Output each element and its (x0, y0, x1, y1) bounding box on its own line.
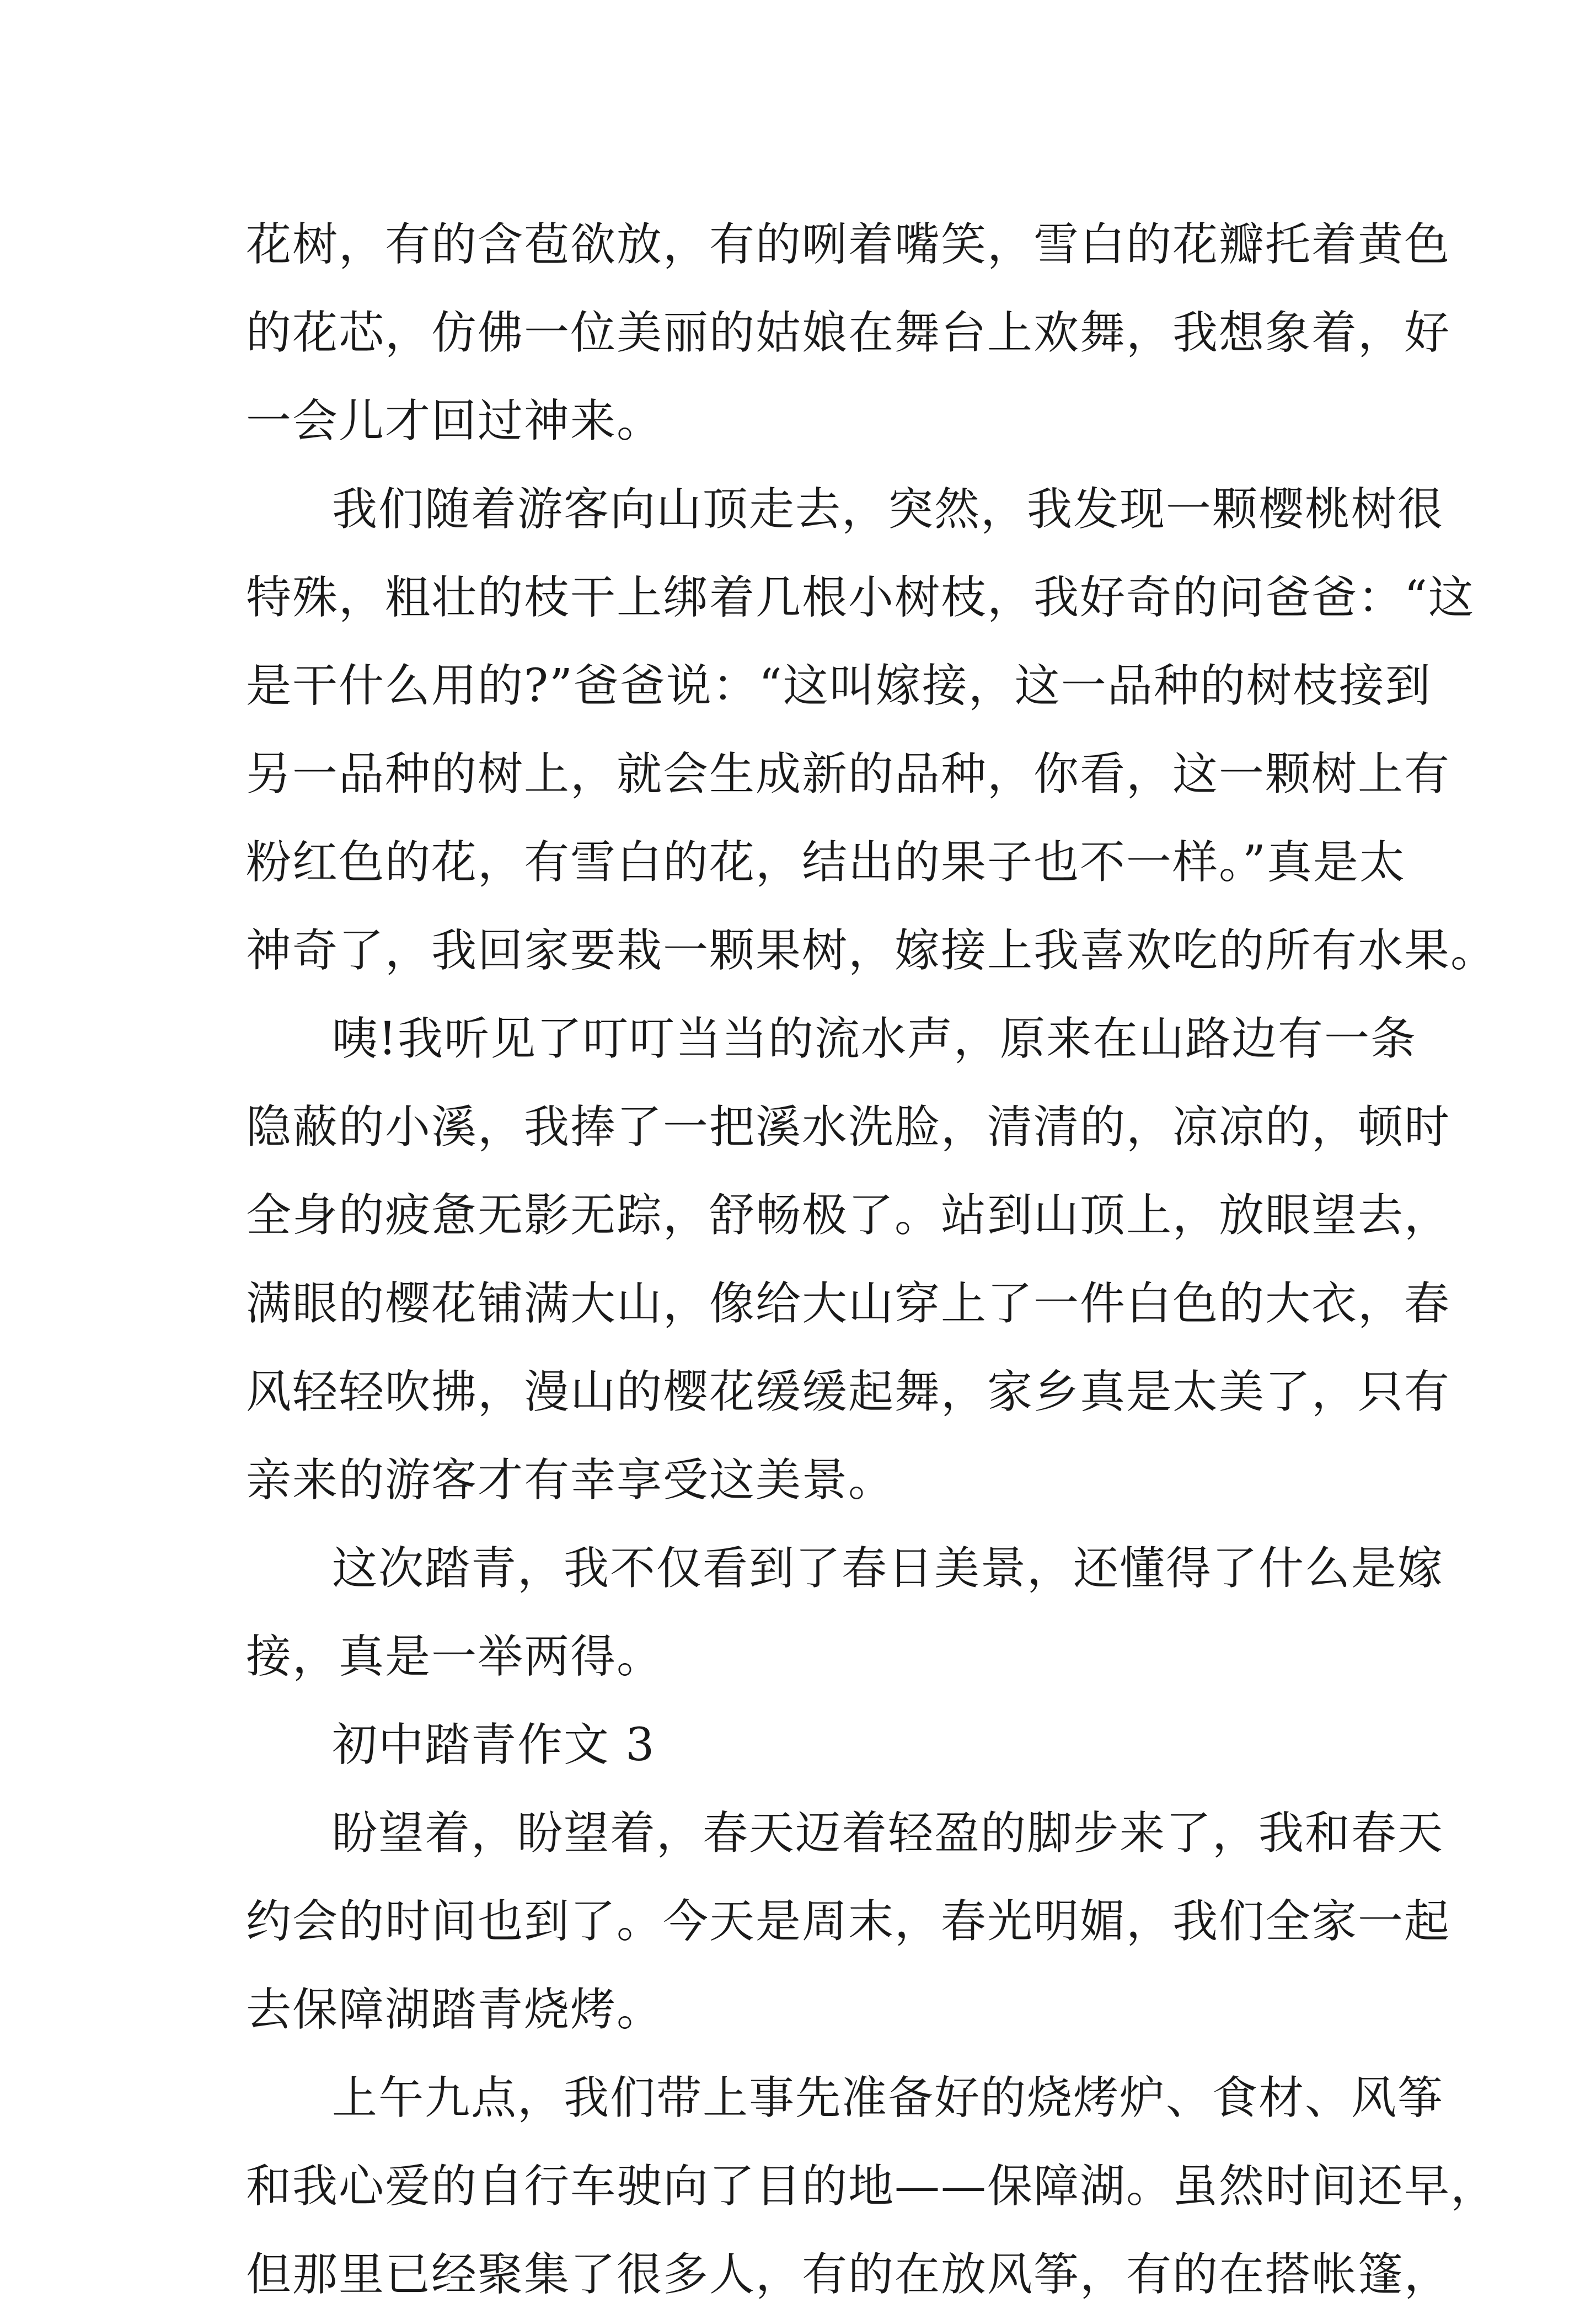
text-line: 我们随着游客向山顶走去，突然，我发现一颗樱桃树很 (332, 483, 1444, 536)
text-line: 约会的时间也到了。今天是周末，春光明媚，我们全家一起 (246, 1895, 1451, 1948)
section-heading: 初中踏青作文 3 (332, 1719, 656, 1771)
text-line: 隐蔽的小溪，我捧了一把溪水洗脸，清清的，凉凉的，顿时 (246, 1101, 1451, 1153)
text-line: 神奇了，我回家要栽一颗果树，嫁接上我喜欢吃的所有水果。 (246, 925, 1497, 977)
text-line: 去保障湖踏青烧烤。 (246, 1984, 663, 2036)
text-line: 咦!我听见了叮叮当当的流水声，原来在山路边有一条 (332, 1013, 1417, 1065)
text-line: 一会儿才回过神来。 (246, 395, 663, 447)
text-line: 特殊，粗壮的枝干上绑着几根小树枝，我好奇的问爸爸：“这 (246, 571, 1475, 624)
text-line: 但那里已经聚集了很多人，有的在放风筝，有的在搭帐篷， (246, 2248, 1451, 2301)
text-line: 上午九点，我们带上事先准备好的烧烤炉、食材、风筝 (332, 2072, 1444, 2124)
text-line: 亲来的游客才有幸享受这美景。 (246, 1454, 895, 1506)
document-body (246, 201, 1497, 2319)
text-line: 盼望着，盼望着，春天迈着轻盈的脚步来了，我和春天 (332, 1807, 1444, 1860)
text-line: 满眼的樱花铺满大山，像给大山穿上了一件白色的大衣，春 (246, 1278, 1451, 1330)
text-line: 另一品种的树上，就会生成新的品种，你看，这一颗树上有 (246, 748, 1451, 800)
text-line: 接，真是一举两得。 (246, 1631, 663, 1683)
text-line: 花树，有的含苞欲放，有的咧着嘴笑，雪白的花瓣托着黄色 (246, 218, 1451, 271)
text-line: 的花芯，仿佛一位美丽的姑娘在舞台上欢舞，我想象着，好 (246, 307, 1451, 359)
text-line: 这次踏青，我不仅看到了春日美景，还懂得了什么是嫁 (332, 1542, 1444, 1595)
text-line: 和我心爱的自行车驶向了目的地——保障湖。虽然时间还早， (246, 2160, 1497, 2213)
text-line: 全身的疲惫无影无踪，舒畅极了。站到山顶上，放眼望去， (246, 1189, 1451, 1242)
text-line: 风轻轻吹拂，漫山的樱花缓缓起舞，家乡真是太美了，只有 (246, 1366, 1451, 1418)
text-line: 是干什么用的?”爸爸说：“这叫嫁接，这一品种的树枝接到 (246, 660, 1432, 712)
text-line: 粉红色的花，有雪白的花，结出的果子也不一样。”真是太 (246, 836, 1406, 889)
